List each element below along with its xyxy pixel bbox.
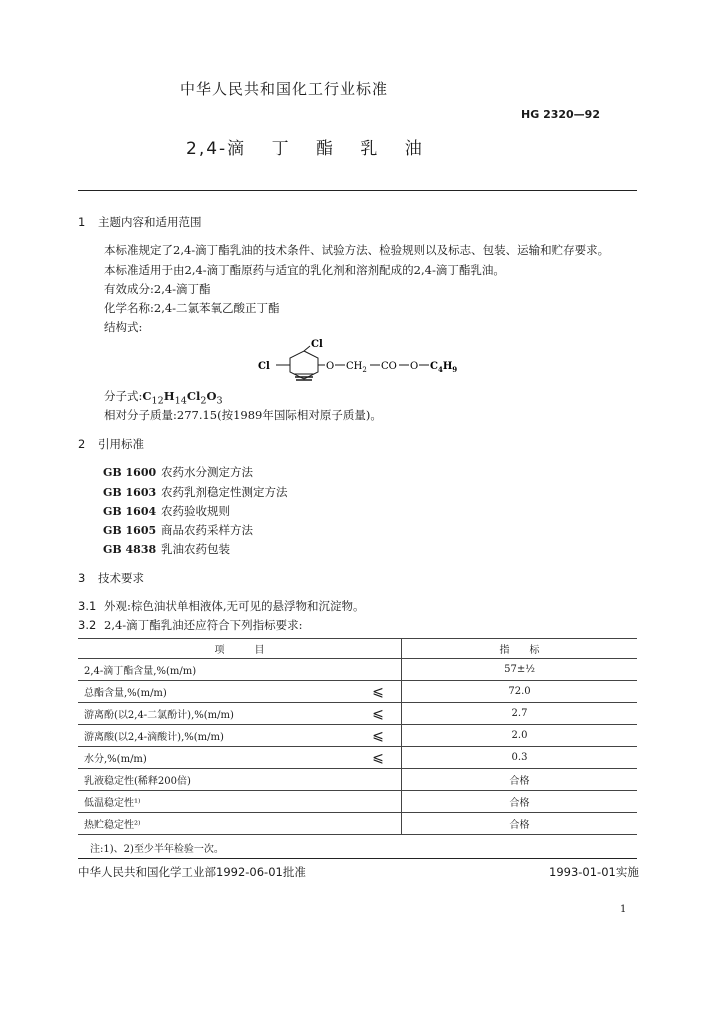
reference-title: 农药乳剂稳定性测定方法: [161, 485, 288, 499]
row-value: 57±½: [402, 659, 638, 681]
row-operator: ⩽: [355, 747, 402, 769]
table-row: [78, 813, 637, 835]
reference-code: GB 1605: [103, 524, 157, 537]
standard-number: HG 2320—92: [521, 108, 600, 121]
section-2-heading: [78, 436, 144, 452]
table-header-row: [78, 639, 637, 659]
molecular-formula: [104, 388, 223, 406]
reference-code: GB 1604: [103, 505, 157, 518]
reference-item: [103, 522, 253, 538]
active-ingredient: 有效成分:2,4-滴丁酯: [104, 282, 211, 296]
table-note: 注:1)、2)至少半年检验一次。: [90, 844, 224, 855]
header-item: 项 目: [78, 639, 402, 659]
section-number: 2: [78, 437, 86, 451]
issuing-organization: 中华人民共和国化工行业标准: [180, 80, 389, 98]
clause-3-1: [78, 598, 365, 614]
row-operator: [355, 659, 402, 681]
footer-rule: [78, 858, 637, 859]
row-value: 2.0: [402, 725, 638, 747]
clause-3-2: [78, 617, 303, 633]
section-title: 主题内容和适用范围: [98, 215, 202, 229]
chlorine-left: Cl: [258, 361, 270, 372]
row-operator: [355, 769, 402, 791]
row-operator: ⩽: [355, 703, 402, 725]
methylene-group: $CH_2$: [346, 361, 367, 374]
table-row: [78, 725, 637, 747]
formula-o-count: 3: [216, 395, 223, 407]
row-value: 合格: [402, 813, 638, 835]
row-item: 热贮稳定性²⁾: [78, 813, 355, 835]
structural-formula: [254, 337, 474, 387]
row-item: 水分,%(m/m): [78, 747, 355, 769]
header-rule: [78, 190, 637, 191]
table-row: [78, 703, 637, 725]
effective-date: 1993-01-01实施: [549, 865, 639, 879]
chlorine-top: Cl: [311, 339, 323, 350]
clause-number: 3.2: [78, 618, 97, 632]
row-item: 乳液稳定性(稀释200倍): [78, 769, 355, 791]
reference-title: 乳油农药包装: [161, 542, 230, 556]
row-value: 合格: [402, 791, 638, 813]
formula-cl-count: 2: [200, 395, 207, 407]
reference-item: [103, 503, 230, 519]
row-value: 2.7: [402, 703, 638, 725]
row-operator: [355, 791, 402, 813]
clause-text: 外观:棕色油状单相液体,无可见的悬浮物和沉淀物。: [104, 599, 365, 613]
reference-item: [103, 464, 253, 480]
clause-number: 3.1: [78, 599, 97, 613]
reference-item: [103, 541, 230, 557]
ether-oxygen: O: [326, 361, 335, 372]
structure-label: 结构式:: [104, 320, 143, 334]
carbonyl-group: CO: [381, 361, 397, 372]
formula-o: O: [206, 389, 217, 403]
cl-bond: [304, 346, 310, 351]
table-row: [78, 659, 637, 681]
row-item: 总酯含量,%(m/m): [78, 681, 355, 703]
formula-h-count: 14: [174, 395, 187, 407]
row-operator: ⩽: [355, 681, 402, 703]
formula-h: H: [163, 389, 175, 403]
chemical-name: 化学名称:2,4-二氯苯氧乙酸正丁酯: [104, 301, 280, 315]
section-1-heading: [78, 214, 202, 230]
table-row: [78, 769, 637, 791]
row-operator: ⩽: [355, 725, 402, 747]
clause-text: 2,4-滴丁酯乳油还应符合下列指标要求:: [104, 618, 303, 632]
row-item: 低温稳定性¹⁾: [78, 791, 355, 813]
row-value: 合格: [402, 769, 638, 791]
molecular-mass: 相对分子质量:277.15(按1989年国际相对原子质量)。: [104, 408, 382, 422]
reference-title: 农药验收规则: [161, 504, 230, 518]
approval-statement: 中华人民共和国化学工业部1992-06-01批准: [78, 865, 306, 879]
section-number: 3: [78, 571, 86, 585]
ester-oxygen: O: [410, 361, 419, 372]
section-3-heading: [78, 570, 144, 586]
section-1-paragraph-2: 本标准适用于由2,4-滴丁酯原药与适宜的乳化剂和溶剂配成的2,4-滴丁酯乳油。: [104, 263, 505, 277]
page-number: 1: [620, 904, 627, 915]
row-operator: [355, 813, 402, 835]
document-title: 2,4-滴 丁 酯 乳 油: [186, 139, 424, 159]
row-item: 游离酸(以2,4-滴酸计),%(m/m): [78, 725, 355, 747]
reference-code: GB 1603: [103, 486, 157, 499]
row-value: 72.0: [402, 681, 638, 703]
formula-cl: Cl: [186, 389, 201, 403]
formula-c: C: [142, 389, 152, 403]
section-1-paragraph-1: 本标准规定了2,4-滴丁酯乳油的技术条件、试验方法、检验规则以及标志、包装、运输和贮存要求。: [104, 243, 610, 257]
specification-table: [78, 638, 637, 835]
header-value: 指 标: [402, 639, 638, 659]
row-value: 0.3: [402, 747, 638, 769]
reference-title: 农药水分测定方法: [161, 465, 253, 479]
reference-code: GB 1600: [103, 466, 157, 479]
row-item: 2,4-滴丁酯含量,%(m/m): [78, 659, 355, 681]
reference-item: [103, 484, 288, 500]
reference-code: GB 4838: [103, 543, 157, 556]
row-item: 游离酚(以2,4-二氯酚计),%(m/m): [78, 703, 355, 725]
table-row: [78, 747, 637, 769]
section-title: 技术要求: [98, 571, 144, 585]
table-row: [78, 791, 637, 813]
benzene-ring: [290, 351, 318, 379]
table-row: [78, 681, 637, 703]
reference-title: 商品农药采样方法: [161, 523, 253, 537]
section-title: 引用标准: [98, 437, 144, 451]
butyl-group: $C_4H_9$: [430, 361, 458, 374]
formula-label: 分子式:: [104, 389, 143, 403]
formula-c-count: 12: [151, 395, 164, 407]
section-number: 1: [78, 215, 86, 229]
